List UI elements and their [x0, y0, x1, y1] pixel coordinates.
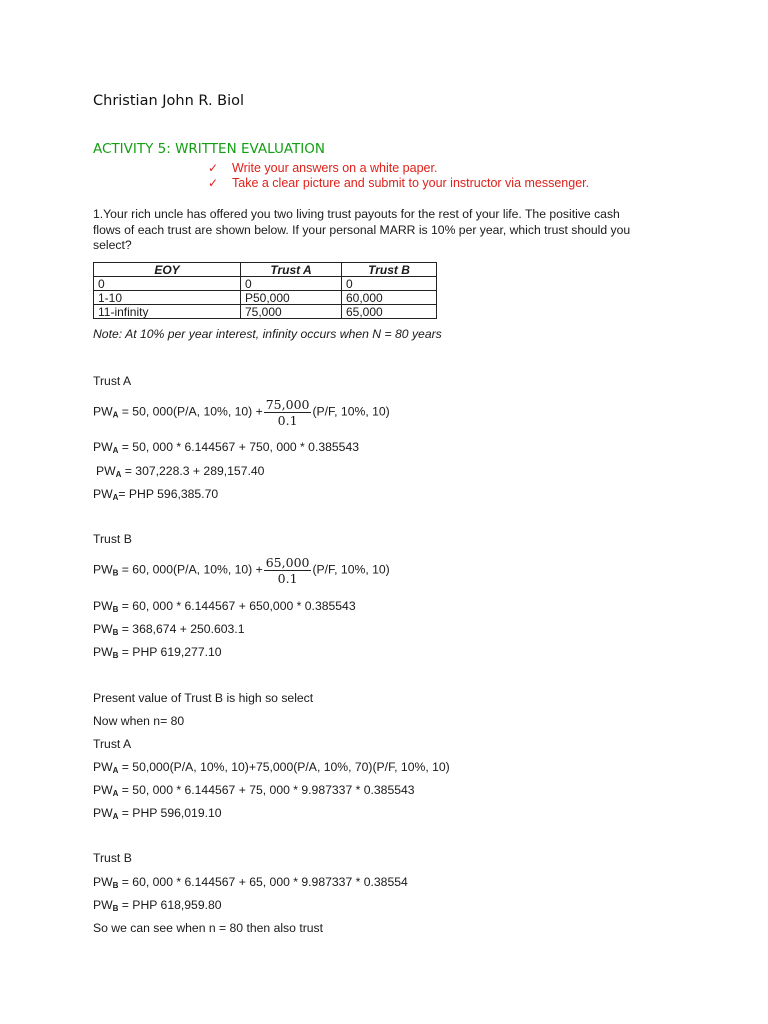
author-name: Christian John R. Biol [93, 93, 245, 109]
cash-flow-table [93, 262, 437, 319]
instruction-item: ✓ Write your answers on a white paper. [208, 161, 438, 175]
table-header: EOY [94, 263, 241, 277]
trust-a-n80-equation-2: $PW_A = 50$, 000 * 6.144567 + 75, 000 * 9.987337 * 0.385543 [93, 783, 415, 798]
conclusion-text: Present value of Trust B is high so select [93, 691, 314, 705]
trust-b-result: $PW_B$ = PHP 619,277.10 [93, 645, 222, 660]
trust-b-n80-result: $PW_B$ = PHP 618,959.80 [93, 898, 222, 913]
fraction: $\frac{65,000}{0.1}$ [265, 555, 310, 586]
table-cell: 0 [241, 277, 342, 291]
trust-b-equation-3: $PW_B = 368,674 + 250.603.1$ [93, 622, 245, 637]
table-row [94, 305, 437, 319]
question-text: 1.Your rich uncle has offered you two living trust payouts for the rest of your life. The positive cash flows of each trust are shown below. If your personal MARR is 10% per year, which trust should you select? [93, 207, 631, 252]
trust-a-n80-heading: Trust A [93, 737, 132, 751]
table-cell: 11-infinity [94, 305, 241, 319]
fraction: $\frac{75,000}{0.1}$ [265, 397, 310, 428]
trust-a-n80-equation-1: $PW_A = 50,000(P/A$, 10%, 10)+75,000(P/A, 10%, 70)(P/F, 10%, 10) [93, 760, 450, 775]
trust-a-heading: Trust A [93, 374, 132, 388]
table-header: Trust A [241, 263, 342, 277]
table-cell: 0 [94, 277, 241, 291]
table-cell: 65,000 [342, 305, 437, 319]
table-row [94, 291, 437, 305]
trust-b-n80-equation-1: $PW_B = 60$, 000 * 6.144567 + 65, 000 * 9.987337 * 0.38554 [93, 875, 408, 890]
n80-text: Now when n= 80 [93, 714, 185, 728]
checkmark-icon: ✓ [208, 176, 219, 190]
note-text: Note: At 10% per year interest, infinity occurs when N = 80 years [93, 327, 442, 341]
table-header: Trust B [342, 263, 437, 277]
table-cell: 0 [342, 277, 437, 291]
table-cell: P50,000 [241, 291, 342, 305]
activity-title: ACTIVITY 5: WRITTEN EVALUATION [93, 141, 325, 157]
trust-b-equation-2: $PW_B = 60$, 000 * 6.144567 + 650,000 * 0.385543 [93, 599, 356, 614]
table-cell: 75,000 [241, 305, 342, 319]
table-cell: 60,000 [342, 291, 437, 305]
table-cell: 1-10 [94, 291, 241, 305]
trust-a-equation-1: $PW_A = 50$, 000(P/A, 10%, 10) + $\frac{75,000}{0.1}$ (P/F, 10%, 10) [93, 397, 390, 428]
table-row [94, 277, 437, 291]
checkmark-icon: ✓ [208, 161, 219, 175]
trust-a-n80-result: $PW_A$ = PHP 596,019.10 [93, 806, 222, 821]
instruction-item: ✓ Take a clear picture and submit to your instructor via messenger. [208, 176, 590, 190]
trust-b-equation-1: $PW_B = 60$, 000(P/A, 10%, 10) + $\frac{65,000}{0.1}$ (P/F, 10%, 10) [93, 555, 390, 586]
table-header-row [94, 263, 437, 277]
trust-b-n80-heading: Trust B [93, 851, 132, 865]
trust-a-equation-3: $PW_A = 307,228.3 + 289,157.40$ [96, 464, 265, 479]
trust-b-heading: Trust B [93, 532, 132, 546]
trust-a-result: $PW_A=$ PHP 596,385.70 [93, 487, 219, 502]
trust-a-equation-2: $PW_A = 50$, 000 * 6.144567 + 750, 000 * 0.385543 [93, 440, 360, 455]
final-conclusion-text: So we can see when n = 80 then also trust [93, 921, 324, 935]
